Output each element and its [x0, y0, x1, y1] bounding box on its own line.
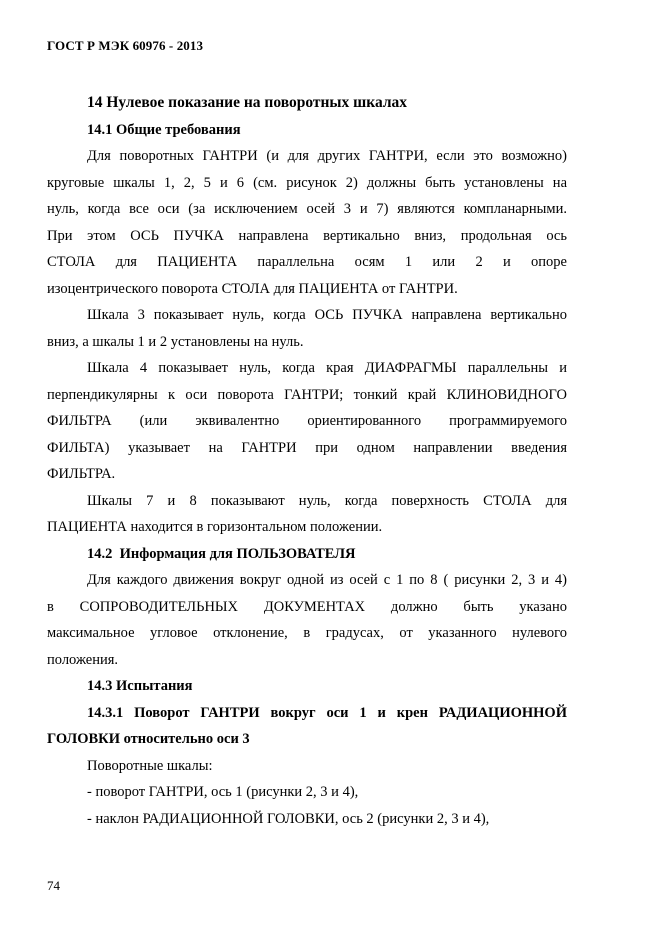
scales-list [47, 779, 567, 832]
paragraph-line: Шкала 4 показывает нуль, когда края ДИАФРАГМЫ параллельны и [87, 360, 567, 376]
paragraph-line: положения. [47, 651, 119, 668]
paragraph-line: ФИЛЬТРА (или эквивалентно ориентированного программируемого [47, 413, 567, 429]
paragraph-line: вниз, а шкалы 1 и 2 установлены на нуль. [47, 333, 304, 350]
paragraph-14-1-d [47, 488, 567, 541]
paragraph-line: Шкалы 7 и 8 показывают нуль, когда поверхность СТОЛА для [87, 492, 567, 509]
paragraph-line: перпендикулярны к оси поворота ГАНТРИ; тонкий край КЛИНОВИДНОГО [47, 386, 567, 403]
section-14-3-title: 14.3 Испытания [87, 678, 193, 694]
paragraph-line: Для поворотных ГАНТРИ (и для других ГАНТРИ, если это возможно) [87, 148, 567, 164]
list-item: - наклон РАДИАЦИОННОЙ ГОЛОВКИ, ось 2 (рисунки 2, 3 и 4), [87, 810, 490, 827]
document-header: ГОСТ Р МЭК 60976 - 2013 [47, 38, 204, 53]
paragraph-line: ФИЛЬТА) указывает на ГАНТРИ при одном направлении введения [47, 439, 567, 456]
paragraph-line: Для каждого движения вокруг одной из осей с 1 по 8 ( рисунки 2, 3 и 4) [87, 572, 567, 588]
paragraph-14-1-a [47, 143, 567, 302]
paragraph-14-2 [47, 567, 567, 673]
paragraph-line: ПАЦИЕНТА находится в горизонтальном положении. [47, 519, 383, 535]
paragraph-line: нуль, когда все оси (за исключением осей 3 и 7) являются компланарными. [47, 201, 567, 217]
section-14-title: 14 Нулевое показание на поворотных шкалах [87, 94, 408, 111]
page-content [47, 90, 567, 832]
paragraph-line: изоцентрического поворота СТОЛА для ПАЦИЕНТА от ГАНТРИ. [47, 280, 458, 297]
scales-intro: Поворотные шкалы: [87, 757, 213, 774]
paragraph-line: СТОЛА для ПАЦИЕНТА параллельна осям 1 или 2 и опоре [47, 254, 567, 270]
paragraph-line: максимальное угловое отклонение, в градусах, от указанного нулевого [47, 625, 567, 641]
paragraph-line: в СОПРОВОДИТЕЛЬНЫХ ДОКУМЕНТАХ должно быть указано [47, 598, 567, 615]
section-14-2-title: 14.2 Информация для ПОЛЬЗОВАТЕЛЯ [87, 545, 356, 562]
paragraph-14-1-b [47, 302, 567, 355]
section-14-3-1-title [47, 700, 567, 753]
section-14-1-title: 14.1 Общие требования [87, 121, 241, 138]
section-14-3-1-title-line: 14.3.1 Поворот ГАНТРИ вокруг оси 1 и крен РАДИАЦИОННОЙ [87, 704, 567, 721]
paragraph-line: Шкала 3 показывает нуль, когда ОСЬ ПУЧКА направлена вертикально [87, 307, 567, 323]
page-number: 74 [47, 878, 60, 893]
paragraph-line: При этом ОСЬ ПУЧКА направлена вертикально вниз, продольная ось [47, 227, 567, 244]
list-item: - поворот ГАНТРИ, ось 1 (рисунки 2, 3 и 4), [87, 784, 359, 800]
paragraph-line: ФИЛЬТРА. [47, 466, 116, 482]
paragraph-line: круговые шкалы 1, 2, 5 и 6 (см. рисунок 2) должны быть установлены на [47, 174, 567, 191]
section-14-3-1-title-line: ГОЛОВКИ относительно оси 3 [47, 731, 250, 747]
paragraph-14-1-c [47, 355, 567, 488]
